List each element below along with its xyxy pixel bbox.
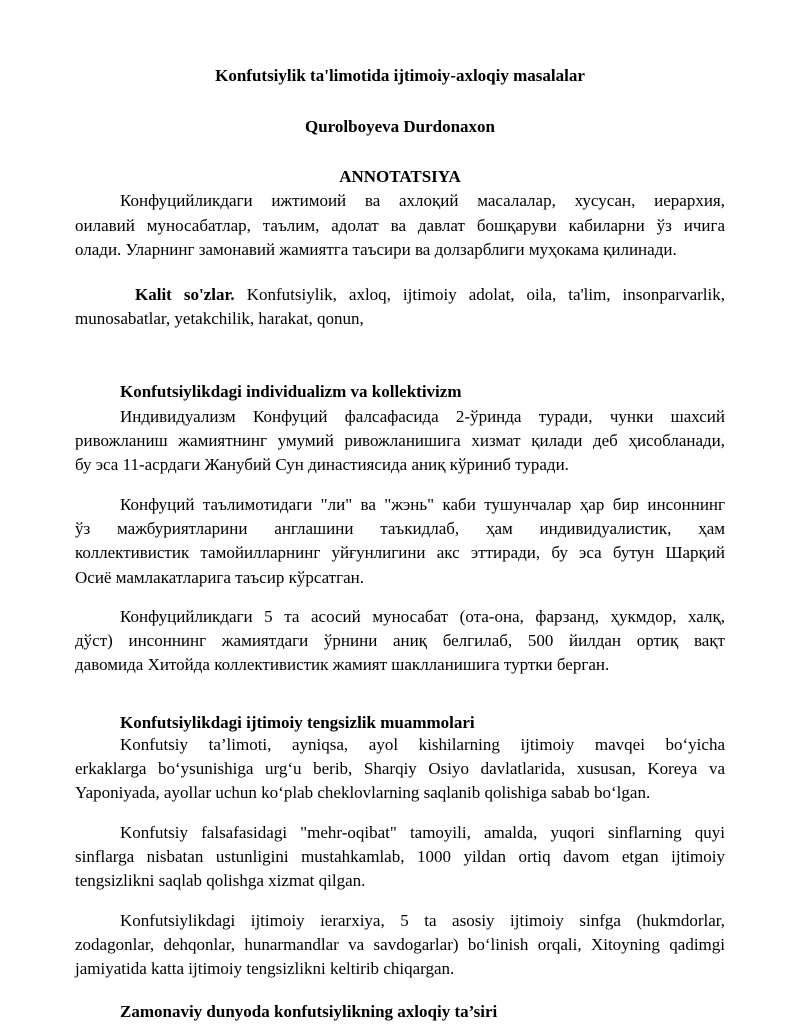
- keywords-text: Konfutsiylik, axloq, ijtimoiy adolat, oila, ta'lim, insonparvarlik,: [246, 285, 725, 304]
- paragraph-line: tengsizlikni saqlab qolishga xizmat qilgan.: [75, 871, 366, 890]
- annotation-line: оилавий муносабатлар, таълим, адолат ва давлат бошқаруви кабиларни ўз ичига: [75, 216, 725, 235]
- paragraph-line: Индивидуализм Конфуций фалсафасида 2-ўринда туради, чунки шахсий: [120, 407, 725, 426]
- paragraph-line: sinflarga nisbatan ustunligini mustahkamlab, 1000 yildan ortiq davom etgan ijtimoiy: [75, 847, 725, 866]
- section-heading-modern-influence: Zamonaviy dunyoda konfutsiylikning axloqiy ta’siri: [120, 1002, 498, 1021]
- paragraph-line: erkaklarga bo‘ysunishiga urg‘u berib, Sharqiy Osiyo davlatlarida, xususan, Koreya va: [75, 759, 725, 778]
- annotation-line: Конфуцийликдаги ижтимоий ва ахлоқий масалалар, хусусан, иерархия,: [120, 191, 725, 210]
- section-heading-inequality: Konfutsiylikdagi ijtimoiy tengsizlik muammolari: [120, 713, 475, 732]
- paragraph-line: коллективистик тамойилларнинг уйғунлигини акс эттиради, бу эса бутун Шарқий: [75, 543, 725, 562]
- paragraph-line: бу эса 11-асрдаги Жанубий Сун династиясида аниқ кўриниб туради.: [75, 455, 569, 474]
- paragraph-line: Конфуций таълимотидаги "ли" ва "жэнь" каби тушунчалар ҳар бир инсоннинг: [120, 495, 725, 514]
- paragraph-line: ривожланиш жамиятнинг умумий ривожланишига хизмат қилади деб ҳисобланади,: [75, 431, 725, 450]
- keywords-line: [135, 283, 725, 307]
- annotation-heading: ANNOTATSIYA: [339, 167, 461, 186]
- paragraph-line: zodagonlar, dehqonlar, hunarmandlar va savdogarlar) bo‘linish orqali, Xitoyning qadimgi: [75, 935, 725, 954]
- paragraph-line: давомида Хитойда коллективистик жамият шаклланишига туртки берган.: [75, 655, 610, 674]
- keywords-label: Kalit so'zlar.: [135, 285, 235, 304]
- paragraph-line: ўз мажбуриятларини англашини таъкидлаб, ҳам индивидуалистик, ҳам: [75, 519, 725, 538]
- paragraph-line: Konfutsiy falsafasidagi "mehr-oqibat" tamoyili, amalda, yuqori sinflarning quyi: [120, 823, 725, 842]
- keywords-line: munosabatlar, yetakchilik, harakat, qonun,: [75, 309, 364, 328]
- document-title: Konfutsiylik ta'limotida ijtimoiy-axloqiy masalalar: [215, 66, 585, 85]
- paragraph-line: Konfutsiy ta’limoti, ayniqsa, ayol kishilarning ijtimoiy mavqei bo‘yicha: [120, 735, 725, 754]
- annotation-line: олади. Уларнинг замонавий жамиятга таъсири ва долзарблиги муҳокама қилинади.: [75, 240, 677, 259]
- paragraph-line: Konfutsiylikdagi ijtimoiy ierarxiya, 5 ta asosiy ijtimoiy sinfga (hukmdorlar,: [120, 911, 725, 930]
- paragraph-line: дўст) инсоннинг жамиятдаги ўрнини аниқ белгилаб, 500 йилдан ортиқ вақт: [75, 631, 725, 650]
- paragraph-line: jamiyatida katta ijtimoiy tengsizlikni keltirib chiqargan.: [75, 959, 455, 978]
- document-page: [75, 0, 725, 1035]
- paragraph-line: Осиё мамлакатларига таъсир кўрсатган.: [75, 568, 364, 587]
- author-name: Qurolboyeva Durdonaxon: [304, 117, 496, 136]
- paragraph-line: Конфуцийликдаги 5 та асосий муносабат (ота-она, фарзанд, ҳукмдор, халқ,: [120, 607, 725, 626]
- paragraph-line: Yaponiyada, ayollar uchun ko‘plab cheklovlarning saqlanib qolishiga sabab bo‘lgan.: [75, 783, 651, 802]
- section-heading-individualism: Konfutsiylikdagi individualizm va kollektivizm: [120, 382, 462, 401]
